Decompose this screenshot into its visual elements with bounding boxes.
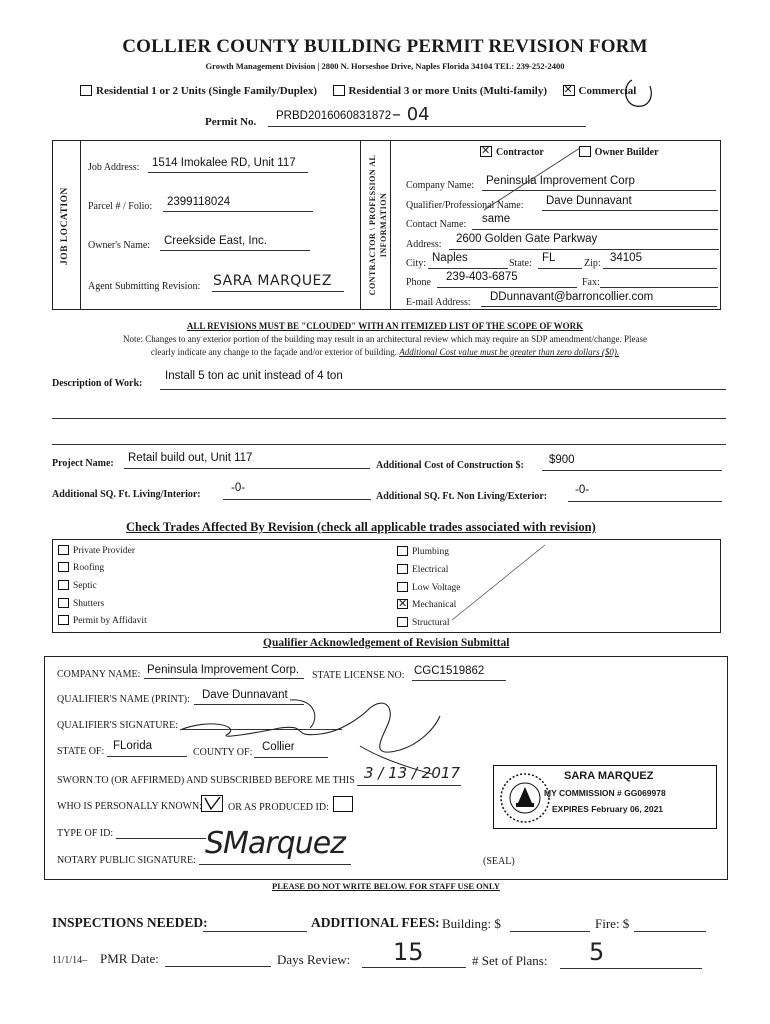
fire-fee-label: Fire: $ — [595, 916, 630, 931]
phone-value[interactable]: 239-403-6875 — [446, 271, 518, 283]
commercial-label: Commercial — [578, 85, 637, 97]
trade-plumbing-label: Plumbing — [412, 547, 449, 557]
notary-seal-stamp — [493, 765, 717, 829]
residential-3-label: Residential 3 or more Units (Multi-family) — [348, 85, 548, 97]
owner-name-value[interactable]: Creekside East, Inc. — [164, 235, 267, 247]
additional-fees-label: ADDITIONAL FEES: — [311, 915, 440, 930]
personally-known-label: WHO IS PERSONALLY KNOWN: — [57, 801, 203, 812]
sqft-nonliving-label: Additional SQ. Ft. Non Living/Exterior: — [376, 491, 548, 502]
state-of-label: STATE OF: — [57, 746, 105, 757]
qualifier-ack-heading: Qualifier Acknowledgement of Revision Submittal — [263, 637, 510, 649]
trade-septic-label: Septic — [73, 581, 97, 591]
zip-label: Zip: — [584, 258, 601, 269]
category-row — [80, 85, 636, 97]
residential-1-2-checkbox[interactable] — [80, 85, 92, 96]
type-of-id-label: TYPE OF ID: — [57, 828, 114, 839]
trade-septic-checkbox[interactable] — [58, 580, 69, 590]
notary-signature-label: NOTARY PUBLIC SIGNATURE: — [57, 855, 196, 866]
trade-permit-affidavit-checkbox[interactable] — [58, 615, 69, 625]
hand-stroke-mark — [380, 140, 740, 640]
notary-seal-emblem-icon — [498, 771, 552, 825]
sqft-nonliving-value[interactable]: -0- — [575, 484, 590, 496]
form-title: COLLIER COUNTY BUILDING PERMIT REVISION FORM — [122, 36, 648, 57]
seal-label: (SEAL) — [483, 856, 515, 867]
clouded-notice-heading: ALL REVISIONS MUST BE "CLOUDED" WITH AN ITEMIZED LIST OF THE SCOPE OF WORK — [186, 321, 584, 331]
city-value[interactable]: Naples — [432, 252, 468, 264]
produced-id-label: OR AS PRODUCED ID: — [228, 802, 329, 813]
days-review-label: Days Review: — [277, 952, 351, 967]
trade-structural-label: Structural — [412, 618, 450, 628]
additional-cost-value[interactable]: $900 — [549, 454, 575, 466]
qualifier-name-label: Qualifier/Professional Name: — [406, 200, 524, 211]
company-name-value[interactable]: Peninsula Improvement Corp — [486, 175, 635, 187]
form-revision-date: 11/1/14– — [52, 955, 88, 966]
county-of-value[interactable]: Collier — [262, 741, 295, 753]
trade-private-provider-checkbox[interactable] — [58, 545, 69, 555]
license-label: STATE LICENSE NO: — [312, 670, 405, 681]
email-value[interactable]: DDunnavant@barroncollier.com — [490, 291, 654, 303]
owner-name-label: Owner's Name: — [88, 240, 151, 251]
check-icon — [202, 796, 222, 811]
zip-value[interactable]: 34105 — [610, 252, 642, 264]
seal-commission: MY COMMISSION # GG069978 — [544, 788, 666, 798]
residential-1-2-label: Residential 1 or 2 Units (Single Family/Duplex) — [96, 85, 318, 97]
job-location-section-label: JOB LOCATION — [60, 187, 70, 265]
sqft-living-label: Additional SQ. Ft. Living/Interior: — [52, 489, 201, 500]
email-label: E-mail Address: — [406, 297, 471, 308]
trade-permit-affidavit-label: Permit by Affidavit — [73, 616, 147, 626]
personally-known-checkbox[interactable] — [201, 795, 223, 812]
job-address-value[interactable]: 1514 Imokalee RD, Unit 117 — [152, 157, 296, 169]
county-of-label: COUNTY OF: — [193, 747, 253, 758]
trade-septic[interactable] — [58, 580, 97, 591]
permit-suffix: – 04 — [392, 104, 430, 125]
trade-electrical-label: Electrical — [412, 565, 449, 575]
city-label: City: — [406, 258, 427, 269]
trade-roofing-label: Roofing — [73, 563, 105, 573]
contact-name-value[interactable]: same — [482, 213, 511, 225]
contractor-address-label: Address: — [406, 239, 442, 250]
additional-cost-label: Additional Cost of Construction $: — [376, 460, 524, 471]
owner-builder-label: Owner Builder — [594, 147, 659, 158]
plans-value[interactable]: 5 — [589, 938, 605, 966]
job-address-label: Job Address: — [88, 162, 140, 173]
residential-3-checkbox[interactable] — [333, 85, 345, 96]
pmr-date-label: PMR Date: — [100, 951, 159, 966]
signature-label: QUALIFIER'S SIGNATURE: — [57, 720, 178, 731]
agent-value[interactable]: SARA MARQUEZ — [213, 273, 332, 289]
state-value[interactable]: FL — [542, 252, 556, 264]
permit-number[interactable]: PRBD2016060831872 — [276, 110, 392, 122]
print-name-value[interactable]: Dave Dunnavant — [202, 689, 288, 701]
trade-low-voltage-label: Low Voltage — [412, 583, 461, 593]
trade-shutters-label: Shutters — [73, 599, 105, 609]
inspections-label: INSPECTIONS NEEDED: — [52, 915, 208, 930]
seal-name: SARA MARQUEZ — [564, 770, 654, 782]
seal-expires: EXPIRES February 06, 2021 — [552, 804, 664, 814]
commercial-checkbox[interactable] — [563, 85, 575, 96]
ack-company-value[interactable]: Peninsula Improvement Corp. — [147, 664, 300, 676]
contractor-option-label: Contractor — [496, 147, 544, 158]
project-name-label: Project Name: — [52, 458, 114, 469]
plans-label: # Set of Plans: — [472, 953, 548, 968]
phone-label: Phone — [406, 277, 431, 288]
staff-use-banner: PLEASE DO NOT WRITE BELOW. FOR STAFF USE ONLY — [272, 881, 500, 891]
trades-heading: Check Trades Affected By Revision (check all applicable trades associated with revision) — [126, 520, 596, 534]
description-label: Description of Work: — [52, 378, 143, 389]
sworn-label: SWORN TO (OR AFFIRMED) AND SUBSCRIBED BEFORE ME THIS — [57, 775, 355, 786]
trade-shutters-checkbox[interactable] — [58, 598, 69, 608]
commercial-circle-mark — [618, 76, 668, 112]
sqft-living-value[interactable]: -0- — [231, 482, 246, 494]
permit-label: Permit No. — [205, 116, 257, 128]
qualifier-name-value[interactable]: Dave Dunnavant — [546, 195, 632, 207]
parcel-label: Parcel # / Folio: — [88, 201, 153, 212]
fax-label: Fax: — [582, 277, 600, 288]
notary-signature-value[interactable]: SMarquez — [205, 826, 345, 861]
days-review-value[interactable]: 15 — [393, 938, 424, 966]
ack-company-label: COMPANY NAME: — [57, 669, 141, 680]
print-name-label: QUALIFIER'S NAME (PRINT): — [57, 694, 190, 705]
project-name-value[interactable]: Retail build out, Unit 117 — [128, 452, 253, 464]
exterior-note-text: clearly indicate any change to the façade and/or exterior of building. — [150, 347, 398, 357]
parcel-value[interactable]: 2399118024 — [167, 196, 231, 208]
contact-name-label: Contact Name: — [406, 219, 467, 230]
company-name-label: Company Name: — [406, 180, 475, 191]
agent-label: Agent Submitting Revision: — [88, 281, 201, 292]
form-subtitle: Growth Management Division | 2800 N. Horseshoe Drive, Naples Florida 34104 TEL: 239-252-2400 — [205, 61, 565, 71]
state-of-value[interactable]: FLorida — [113, 740, 152, 752]
cost-note-text: Additional Cost value must be greater than zero dollars ($0). — [399, 347, 620, 357]
trade-private-provider[interactable] — [58, 545, 135, 556]
contractor-section-text: CONTRACTOR \ PROFESSION AL INFORMATION — [368, 154, 388, 296]
trade-shutters[interactable] — [58, 598, 104, 609]
description-value[interactable]: Install 5 ton ac unit instead of 4 ton — [165, 370, 343, 382]
trade-private-provider-label: Private Provider — [73, 546, 136, 556]
trade-permit-affidavit[interactable] — [58, 615, 147, 626]
contractor-address-value[interactable]: 2600 Golden Gate Parkway — [456, 233, 598, 245]
trade-mechanical-label: Mechanical — [412, 600, 457, 610]
exterior-note-line1: Note: Changes to any exterior portion of the building may result in an architectural review which may require an SDP amendment/change. Please — [122, 334, 647, 344]
trade-roofing-checkbox[interactable] — [58, 562, 69, 572]
sworn-date-value[interactable]: 3 / 13 / 2017 — [364, 764, 460, 782]
building-fee-label: Building: $ — [442, 916, 501, 931]
produced-id-checkbox[interactable] — [333, 796, 353, 812]
trade-roofing[interactable] — [58, 562, 104, 573]
state-label: State: — [509, 258, 532, 269]
license-value[interactable]: CGC1519862 — [414, 665, 485, 677]
